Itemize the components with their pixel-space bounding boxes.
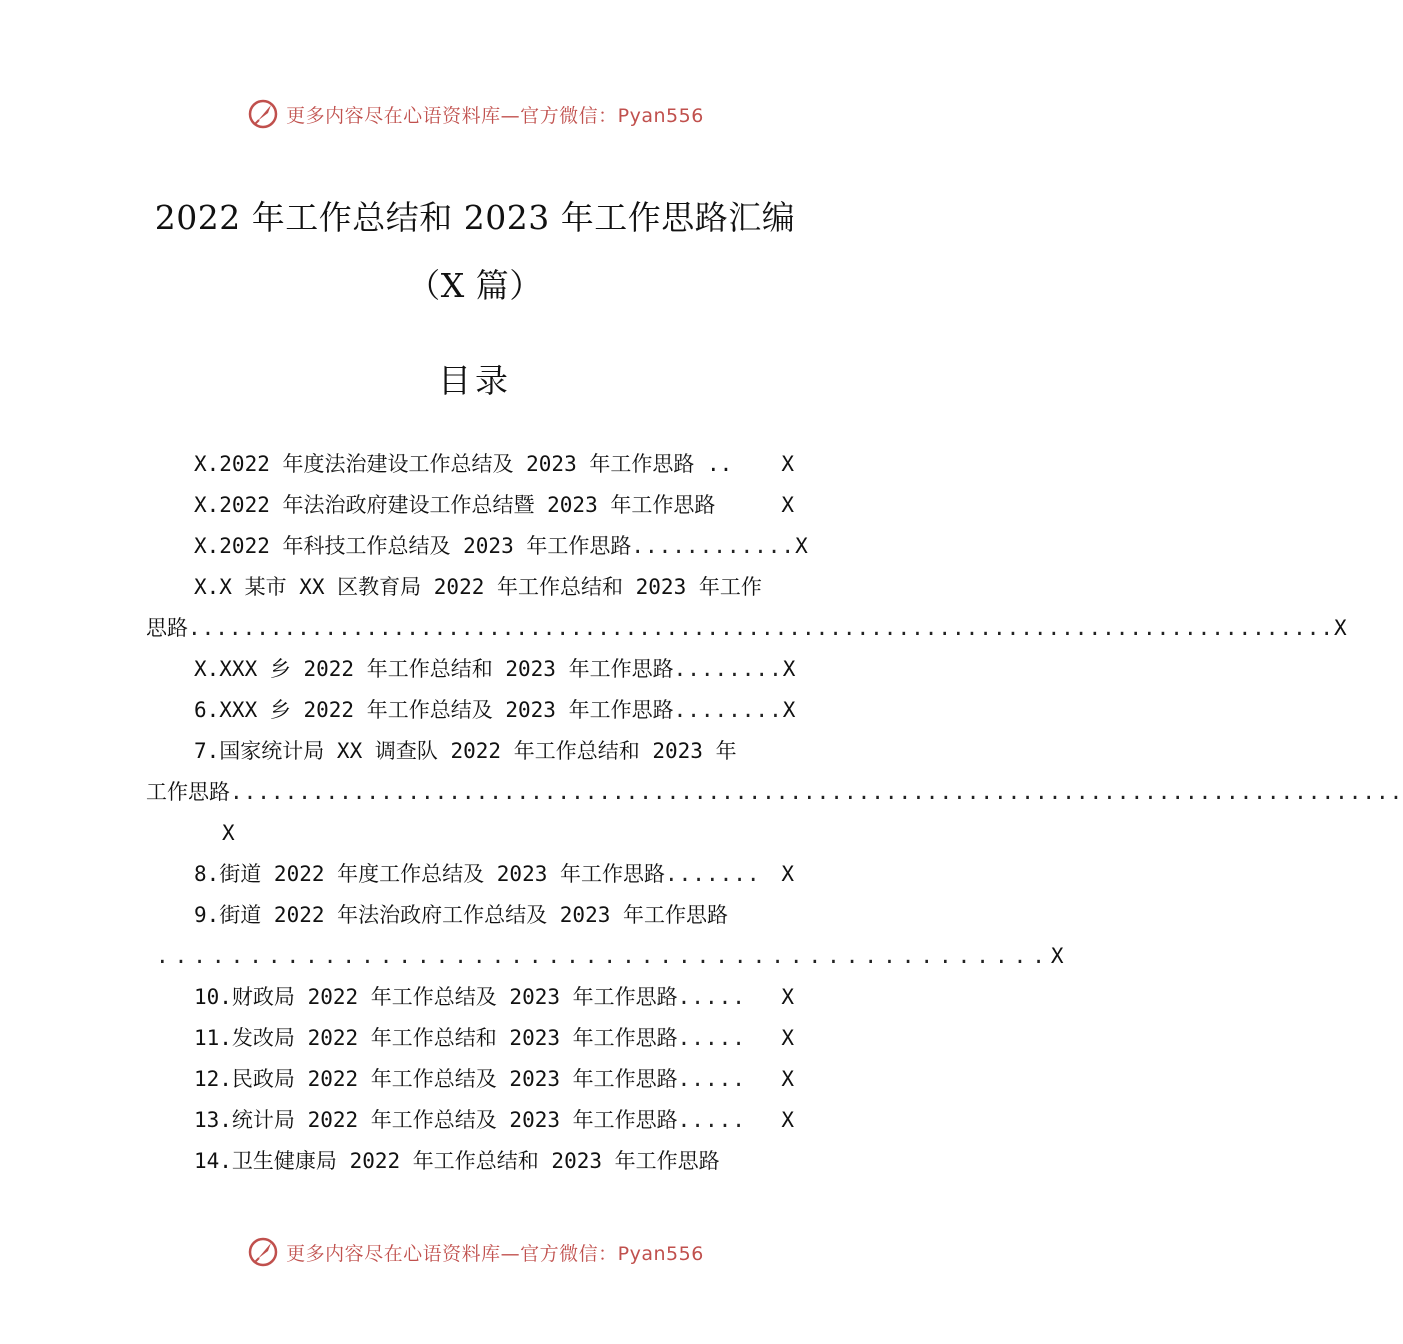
toc-entry-page: X <box>781 452 794 476</box>
toc-entry-9-cont[interactable] <box>146 936 1064 977</box>
toc-entry-page: X <box>781 862 794 886</box>
header-banner <box>0 94 950 134</box>
toc-leader-dots: ..... <box>677 1067 746 1091</box>
toc-entry-title: X.2022 年度法治建设工作总结及 2023 年工作思路 .. <box>194 452 733 476</box>
toc-entry-page: X <box>781 493 794 517</box>
toc-entry-2[interactable] <box>146 485 806 526</box>
toc-entry-title: 8.街道 2022 年度工作总结及 2023 年工作思路 <box>194 862 666 886</box>
toc-entry-4[interactable] <box>146 567 806 608</box>
toc-entry-title: 工作思路 <box>146 780 230 804</box>
toc-leader-dots: ..... <box>677 1108 746 1132</box>
toc-entry-page: X <box>782 657 796 681</box>
toc-entry-page: X <box>1050 944 1064 968</box>
toc-entry-title: 14.卫生健康局 2022 年工作总结和 2023 年工作思路 <box>194 1149 720 1173</box>
toc-entry-7-page[interactable] <box>146 813 806 854</box>
toc-entry-page: X <box>222 821 235 845</box>
toc-leader-dots: ............ <box>631 534 796 558</box>
quill-pen-logo-icon <box>246 97 280 131</box>
toc-entry-3[interactable] <box>146 526 806 567</box>
footer-banner <box>0 1232 950 1272</box>
toc-leader-dots: ........ <box>673 698 783 722</box>
toc-entry-title: 13.统计局 2022 年工作总结及 2023 年工作思路 <box>194 1108 678 1132</box>
toc-entry-13[interactable] <box>146 1100 806 1141</box>
toc-entry-title: 思路 <box>146 616 188 640</box>
toc-leader-dots: ..... <box>677 985 746 1009</box>
toc-entry-page: X <box>781 1108 794 1132</box>
document-title: 2022 年工作总结和 2023 年工作思路汇编 <box>154 198 796 237</box>
table-of-contents <box>146 444 1403 1182</box>
toc-entry-page: X <box>795 534 808 558</box>
toc-entry-14[interactable] <box>146 1141 806 1182</box>
toc-entry-title: X.2022 年科技工作总结及 2023 年工作思路 <box>194 534 632 558</box>
toc-entry-page: X <box>782 698 796 722</box>
toc-entry-title: X.2022 年法治政府建设工作总结暨 2023 年工作思路 <box>194 493 716 517</box>
toc-entry-title: 9.街道 2022 年法治政府工作总结及 2023 年工作思路 <box>194 903 729 927</box>
toc-entry-5[interactable] <box>146 649 806 690</box>
toc-entry-8[interactable] <box>146 854 806 895</box>
toc-entry-10[interactable] <box>146 977 806 1018</box>
toc-leader-dots: ...................................................................................... <box>230 780 1403 804</box>
banner-text: 更多内容尽在心语资料库—官方微信：Pyan556 <box>286 1242 704 1265</box>
toc-entry-page: X <box>781 1026 794 1050</box>
toc-entry-1[interactable] <box>146 444 806 485</box>
banner-text: 更多内容尽在心语资料库—官方微信：Pyan556 <box>286 104 704 127</box>
toc-entry-title: 11.发改局 2022 年工作总结和 2023 年工作思路 <box>194 1026 678 1050</box>
toc-entry-page: X <box>1334 616 1347 640</box>
toc-leader-dots: ....... <box>665 862 761 886</box>
quill-pen-logo-icon <box>246 1235 280 1269</box>
toc-entry-title: 6.XXX 乡 2022 年工作总结及 2023 年工作思路 <box>194 698 674 722</box>
toc-entry-title: X.X 某市 XX 区教育局 2022 年工作总结和 2023 年工作 <box>194 575 762 599</box>
toc-heading: 目录 <box>438 361 512 400</box>
toc-entry-7[interactable] <box>146 731 806 772</box>
toc-entry-title: 12.民政局 2022 年工作总结及 2023 年工作思路 <box>194 1067 678 1091</box>
toc-entry-4-cont[interactable] <box>146 608 1347 649</box>
toc-entry-page: X <box>781 1067 794 1091</box>
toc-entry-9[interactable] <box>146 895 806 936</box>
toc-leader-dots: .................................................................................... <box>188 616 1335 640</box>
toc-entry-title: 7.国家统计局 XX 调查队 2022 年工作总结和 2023 年 <box>194 739 737 763</box>
toc-entry-page: X <box>781 985 794 1009</box>
toc-leader-dots: ..... <box>677 1026 746 1050</box>
toc-leader-dots: ........ <box>673 657 783 681</box>
toc-entry-12[interactable] <box>146 1059 806 1100</box>
toc-entry-11[interactable] <box>146 1018 806 1059</box>
toc-entry-6[interactable] <box>146 690 806 731</box>
document-subtitle: （X 篇） <box>407 266 543 305</box>
toc-entry-title: 10.财政局 2022 年工作总结及 2023 年工作思路 <box>194 985 678 1009</box>
toc-entry-7-cont[interactable] <box>146 772 1403 813</box>
toc-leader-dots: ................................................ <box>156 944 1051 968</box>
toc-entry-title: X.XXX 乡 2022 年工作总结和 2023 年工作思路 <box>194 657 674 681</box>
